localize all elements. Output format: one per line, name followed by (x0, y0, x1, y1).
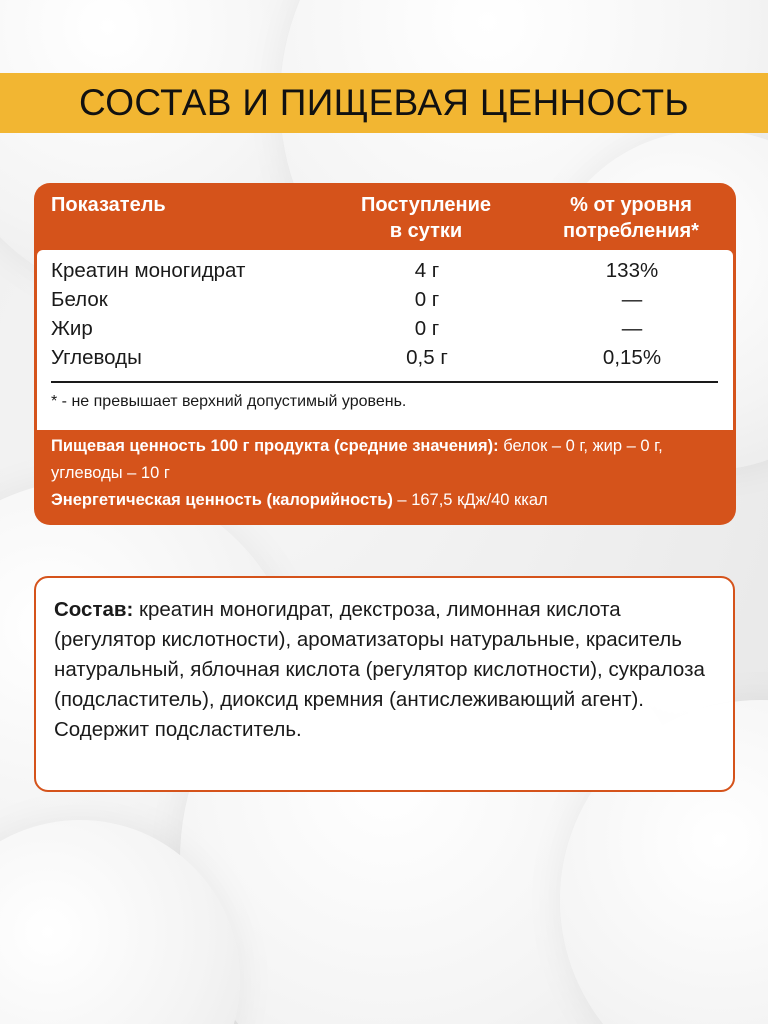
composition-ingredients: креатин моногидрат, декстроза, лимонная кислота (регулятор кислотности), ароматизаторы натуральные, краситель натуральный, яблочная кислота (регулятор кислотности), сукралоза (подсластитель), диоксид кремния (антислеживающий агент). Содержит подсластитель. (54, 598, 705, 741)
nutrition-label: Пищевая ценность 100 г продукта (средние значения): (51, 437, 499, 455)
row-name: Креатин моногидрат (51, 259, 246, 282)
header-indicator: Показатель (51, 194, 166, 216)
header-percent-line1: % от уровня (570, 194, 692, 216)
composition-text (54, 595, 726, 745)
header-intake-line1: Поступление (360, 194, 491, 216)
energy-values: – 167,5 кДж/40 ккал (392, 491, 548, 509)
row-amount: 0 г (414, 288, 440, 311)
table-row (37, 315, 733, 344)
table-footnote: * - не превышает верхний допустимый уровень. (51, 393, 407, 410)
page-title: СОСТАВ И ПИЩЕВАЯ ЦЕННОСТЬ (79, 82, 689, 123)
composition-label: Состав: (54, 598, 134, 621)
row-percent: 0,15% (602, 346, 662, 369)
title-bar (0, 73, 768, 133)
row-amount: 0 г (414, 317, 440, 340)
header-percent-line2: потребления* (563, 220, 699, 242)
row-percent: 133% (605, 259, 659, 282)
composition-box (34, 576, 735, 792)
energy-line (51, 487, 723, 514)
row-name: Белок (51, 288, 108, 311)
row-amount: 0,5 г (406, 346, 448, 369)
row-percent: — (621, 317, 643, 340)
row-name: Жир (51, 317, 93, 340)
nutrition-card (34, 183, 736, 525)
table-header (34, 183, 736, 250)
nutrition-line (51, 433, 723, 487)
header-intake (316, 192, 536, 244)
energy-label: Энергетическая ценность (калорийность) (51, 491, 393, 509)
row-name: Углеводы (51, 346, 142, 369)
header-intake-line2: в сутки (389, 220, 463, 242)
table-divider (51, 381, 718, 383)
table-row (37, 286, 733, 315)
row-amount: 4 г (414, 259, 440, 282)
nutrition-values: белок – 0 г, жир – 0 г, углеводы – 10 г (51, 437, 663, 482)
row-percent: — (621, 288, 643, 311)
nutrition-value-text (51, 433, 723, 514)
table-row (37, 344, 733, 373)
table-body (37, 250, 733, 430)
table-row (37, 257, 733, 286)
header-percent (526, 192, 736, 244)
